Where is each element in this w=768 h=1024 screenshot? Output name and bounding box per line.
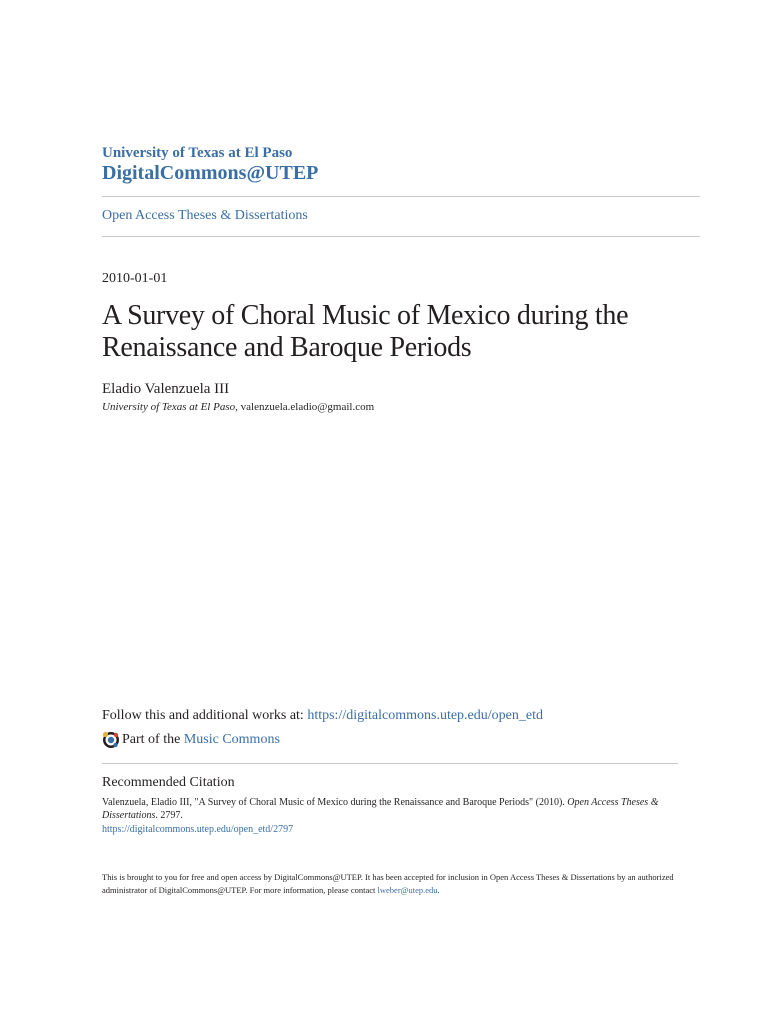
divider-top (102, 196, 700, 197)
citation-heading: Recommended Citation (102, 775, 235, 790)
publication-date: 2010-01-01 (102, 271, 168, 286)
series-link[interactable]: Open Access Theses & Dissertations (102, 208, 308, 223)
affiliation-name: University of Texas at El Paso (102, 401, 236, 413)
document-title: A Survey of Choral Music of Mexico during the Renaissance and Baroque Periods (102, 300, 629, 363)
citation-main: Valenzuela, Eladio III, "A Survey of Choral Music of Mexico during the Renaissance and Baroque Periods" (2010). (102, 797, 568, 808)
citation-journal: Open Access Theses & Dissertations (102, 797, 659, 821)
contact-email-link[interactable]: lweber@utep.edu (377, 885, 438, 895)
part-of-line (102, 731, 280, 749)
repository-name[interactable]: DigitalCommons@UTEP (102, 162, 319, 184)
author-affiliation (102, 401, 374, 413)
access-notice-text: This is brought to you for free and open access by DigitalCommons@UTEP. It has been accepted for inclusion in Open Access Theses & Dissertations by an authorized administrator of DigitalCommons@UTEP. For more information, please contact (102, 872, 674, 895)
divider-citation (102, 763, 678, 764)
citation-url-link[interactable]: https://digitalcommons.utep.edu/open_etd/2797 (102, 824, 294, 835)
access-notice (102, 871, 702, 897)
citation-end: . 2797. (155, 810, 183, 821)
citation-url-wrap (102, 824, 293, 835)
author-email: , valenzuela.eladio@gmail.com (235, 401, 375, 413)
citation-text (102, 796, 682, 822)
follow-line (102, 708, 543, 724)
commons-network-icon (102, 731, 120, 749)
collection-link[interactable]: https://digitalcommons.utep.edu/open_etd (307, 708, 543, 723)
divider-series (102, 236, 700, 237)
institution-name[interactable]: University of Texas at El Paso (102, 145, 293, 161)
access-notice-end: . (437, 885, 440, 895)
part-of-text: Part of the (122, 732, 181, 747)
author-name: Eladio Valenzuela III (102, 381, 230, 397)
music-commons-link[interactable]: Music Commons (183, 732, 280, 747)
follow-text: Follow this and additional works at: (102, 708, 308, 723)
